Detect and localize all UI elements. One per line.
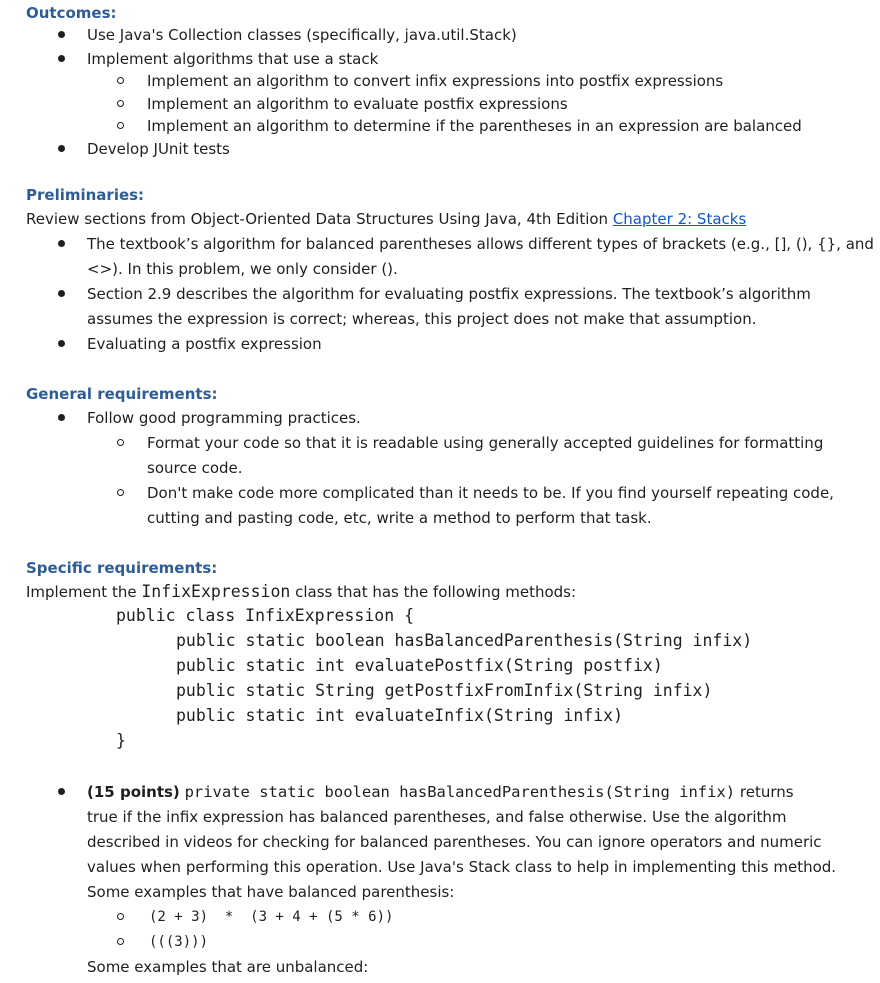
outcome-subitem: Implement an algorithm to evaluate postfix expressions xyxy=(147,95,568,113)
chapter-link[interactable]: Chapter 2: Stacks xyxy=(612,210,747,228)
general-subitem-line: cutting and pasting code, etc, write a method to perform that task. xyxy=(147,509,652,527)
intro-text: Implement the xyxy=(26,583,142,601)
specific-heading: Specific requirements: xyxy=(26,559,218,577)
bullet-icon xyxy=(58,788,65,795)
circle-bullet-icon xyxy=(117,938,124,945)
class-name-code: InfixExpression xyxy=(141,582,291,601)
prelim-item-line: <>). In this problem, we only consider (). xyxy=(87,260,398,278)
bullet-icon xyxy=(58,340,65,347)
code-line: public static boolean hasBalancedParenthesis(String infix) xyxy=(176,631,753,650)
preliminaries-heading: Preliminaries: xyxy=(26,186,145,204)
returns-text: returns xyxy=(735,783,794,801)
bullet-icon xyxy=(58,55,65,62)
prelim-item-line: assumes the expression is correct; whereas, this project does not make that assumption. xyxy=(87,310,757,328)
points-label: (15 points) xyxy=(87,783,180,801)
prelim-item-line: Section 2.9 describes the algorithm for evaluating postfix expressions. The textbook’s algorithm xyxy=(87,285,811,303)
circle-bullet-icon xyxy=(117,77,124,84)
example-expression: (((3))) xyxy=(149,934,209,950)
method-signature: private static boolean hasBalancedParenthesis(String infix) xyxy=(184,783,736,801)
intro-text: class that has the following methods: xyxy=(290,583,577,601)
method-desc-line: Some examples that have balanced parenthesis: xyxy=(87,883,455,901)
circle-bullet-icon xyxy=(117,122,124,129)
code-line: public static String getPostfixFromInfix(String infix) xyxy=(176,681,713,700)
unbalanced-label: Some examples that are unbalanced: xyxy=(87,958,369,976)
bullet-icon xyxy=(58,145,65,152)
bullet-icon xyxy=(58,290,65,297)
method-desc-line: true if the infix expression has balanced parentheses, and false otherwise. Use the algorithm xyxy=(87,808,787,826)
circle-bullet-icon xyxy=(117,489,124,496)
circle-bullet-icon xyxy=(117,100,124,107)
outcome-subitem: Implement an algorithm to determine if the parentheses in an expression are balanced xyxy=(147,117,802,135)
code-line: } xyxy=(116,731,126,750)
code-line: public static int evaluatePostfix(String postfix) xyxy=(176,656,663,675)
method-line xyxy=(87,782,794,802)
outcome-item: Develop JUnit tests xyxy=(87,140,230,158)
circle-bullet-icon xyxy=(117,913,124,920)
outcome-item: Use Java's Collection classes (specifically, java.util.Stack) xyxy=(87,26,517,44)
prelim-item-line: The textbook’s algorithm for balanced parentheses allows different types of brackets (e.g., [], (), {}, and xyxy=(87,235,874,253)
bullet-icon xyxy=(58,240,65,247)
general-subitem-line: Don't make code more complicated than it needs to be. If you find yourself repeating code, xyxy=(147,484,834,502)
general-item: Follow good programming practices. xyxy=(87,409,361,427)
general-subitem-line: source code. xyxy=(147,459,243,477)
method-desc-line: values when performing this operation. Use Java's Stack class to help in implementing this method. xyxy=(87,858,837,876)
circle-bullet-icon xyxy=(117,439,124,446)
example-expression: (2 + 3) * (3 + 4 + (5 * 6)) xyxy=(149,909,394,925)
bullet-icon xyxy=(58,414,65,421)
outcomes-heading: Outcomes: xyxy=(26,4,117,22)
code-line: public static int evaluateInfix(String infix) xyxy=(176,706,624,725)
review-text: Review sections from Object-Oriented Data Structures Using Java, 4th Edition xyxy=(26,210,613,228)
bullet-icon xyxy=(58,31,65,38)
specific-intro xyxy=(26,582,576,602)
method-desc-line: described in videos for checking for balanced parentheses. You can ignore operators and numeric xyxy=(87,833,822,851)
code-line: public class InfixExpression { xyxy=(116,606,415,625)
general-subitem-line: Format your code so that it is readable using generally accepted guidelines for formatting xyxy=(147,434,824,452)
prelim-item-line: Evaluating a postfix expression xyxy=(87,335,322,353)
general-heading: General requirements: xyxy=(26,385,218,403)
review-line xyxy=(26,209,746,229)
outcome-item: Implement algorithms that use a stack xyxy=(87,50,379,68)
outcome-subitem: Implement an algorithm to convert infix expressions into postfix expressions xyxy=(147,72,724,90)
